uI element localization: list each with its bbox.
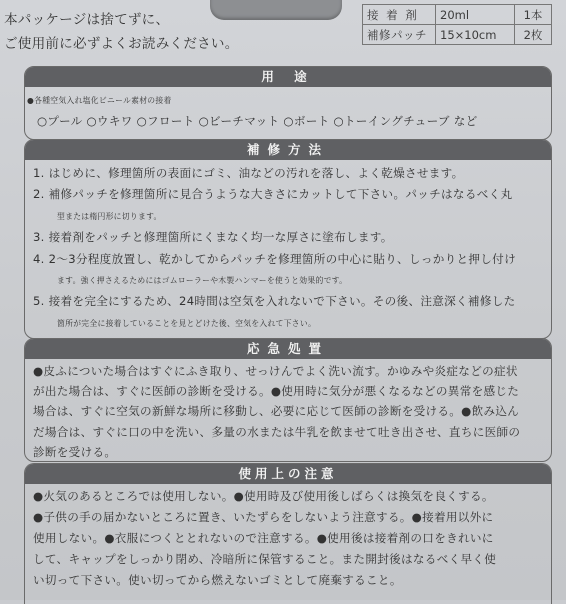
table-row bbox=[363, 25, 552, 45]
section-body bbox=[25, 359, 551, 462]
repair-step: 2. 補修パッチを修理箇所に見合うような大きさにカットして下さい。パッチはなるべく丸 bbox=[33, 187, 513, 202]
first-aid-line: が出た場合は、すぐに医師の診断を受ける。●使用時に気分が悪くなるなどの異常を感じた bbox=[33, 384, 520, 399]
caution-line: い切って下さい。使い切ってから燃えないゴミとして廃棄すること。 bbox=[33, 573, 402, 587]
spec-value: 15×10cm bbox=[436, 25, 515, 45]
notice-line-2: ご使用前に必ずよくお読みください。 bbox=[4, 36, 239, 52]
spec-qty: 1本 bbox=[515, 5, 552, 25]
first-aid-line: ●皮ふについた場合はすぐにふき取り、せっけんでよく洗い流す。かゆみや炎症などの症状 bbox=[33, 364, 518, 378]
caution-section bbox=[24, 463, 552, 604]
repair-step: 5. 接着を完全にするため、24時間は空気を入れないで下さい。その後、注意深く補修した bbox=[33, 294, 516, 309]
section-body bbox=[25, 484, 551, 591]
spec-label: 接 着 剤 bbox=[363, 5, 436, 25]
spec-label: 補修パッチ bbox=[363, 25, 436, 45]
caution-line: ●子供の手の届かないところに置き、いたずらをしないよう注意する。●接着用以外に bbox=[33, 510, 494, 524]
caution-line: して、キャップをしっかり閉め、冷暗所に保管すること。また開封後はなるべく早く使 bbox=[33, 552, 497, 566]
section-body bbox=[25, 160, 551, 334]
section-body bbox=[25, 87, 551, 131]
repair-step: 1. はじめに、修理箇所の表面にゴミ、油などの汚れを落し、よく乾燥させます。 bbox=[33, 166, 464, 180]
repair-section bbox=[24, 139, 552, 339]
first-aid-section bbox=[24, 338, 552, 462]
repair-step: ます。強く押さえるためにはゴムローラーや木製ハンマーを使うと効果的です。 bbox=[57, 276, 348, 286]
usage-line: ●各種空気入れ塩化ビニール素材の接着 bbox=[27, 96, 172, 105]
repair-step: 3. 接着剤をパッチと修理箇所にくまなく均一な厚さに塗布します。 bbox=[33, 230, 393, 245]
first-aid-line: 診断を受ける。 bbox=[33, 444, 117, 459]
repair-step: 4. 2～3分程度放置し、乾かしてからパッチを修理箇所の中心に貼り、しっかりと押し付け bbox=[33, 251, 516, 266]
usage-section bbox=[24, 66, 552, 140]
repair-step: 箇所が完全に接着していることを見とどけた後、空気を入れて下さい。 bbox=[57, 318, 317, 328]
first-aid-line: 場合は、すぐに空気の新鮮な場所に移動し、必要に応じて医師の診断を受ける。●飲み込ん bbox=[33, 404, 520, 419]
section-title: 用 途 bbox=[25, 67, 551, 87]
section-title: 応急処置 bbox=[25, 339, 551, 359]
caution-line: ●火気のあるところでは使用しない。●使用時及び使用後しばらくは換気を良くする。 bbox=[33, 489, 494, 503]
table-row bbox=[363, 5, 552, 25]
contents-table bbox=[362, 4, 552, 45]
section-title: 補修方法 bbox=[25, 140, 551, 160]
notice-line-1: 本パッケージは捨てずに、 bbox=[4, 12, 170, 28]
spec-value: 20ml bbox=[436, 5, 515, 25]
spec-qty: 2枚 bbox=[515, 25, 552, 45]
repair-step: 型または楕円形に切ります。 bbox=[57, 211, 162, 221]
first-aid-line: だ場合は、すぐに口の中を洗い、多量の水または牛乳を飲ませて吐き出させ、直ちに医師の bbox=[33, 424, 521, 439]
usage-line: ○プール ○ウキワ ○フロート ○ビーチマット ○ボート ○トーイングチューブ など bbox=[37, 114, 478, 128]
notice-text bbox=[4, 8, 239, 56]
section-title: 使用上の注意 bbox=[25, 464, 551, 484]
caution-line: 使用しない。●衣服につくととれないので注意する。●使用後は接着剤の口をきれいに bbox=[33, 531, 494, 545]
